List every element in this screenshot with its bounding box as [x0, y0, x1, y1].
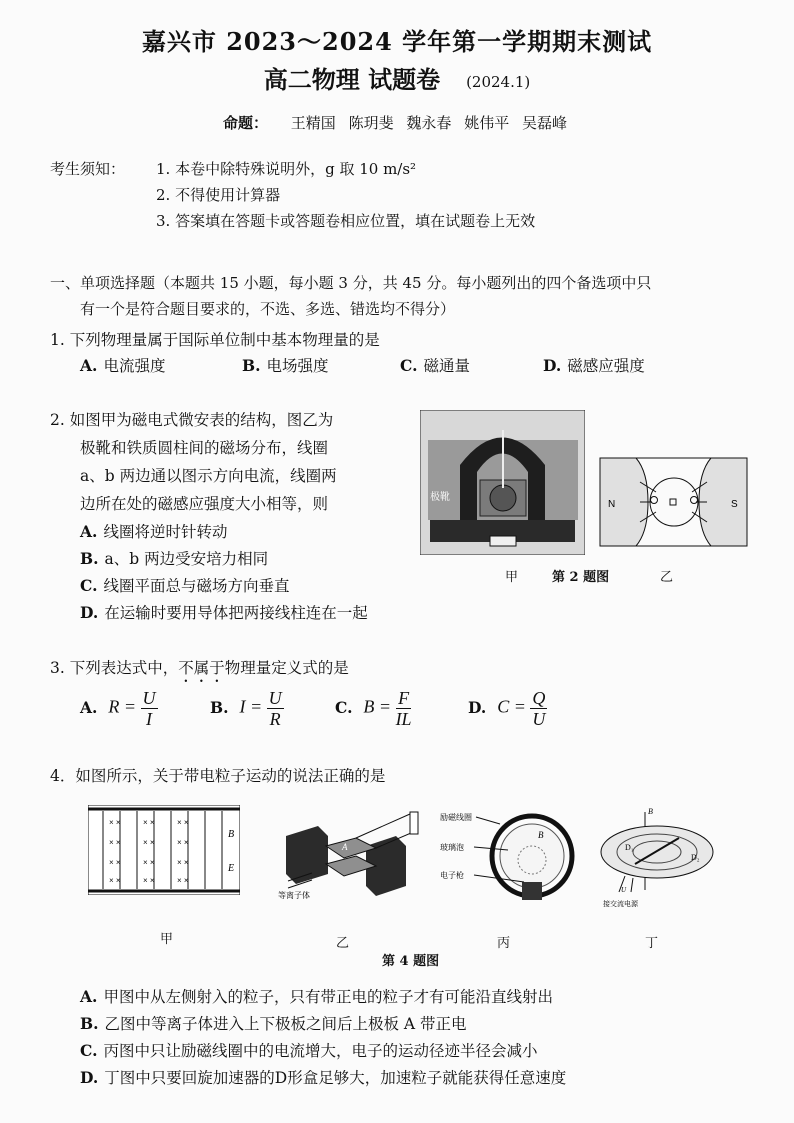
d2-label: D₂	[691, 853, 700, 862]
svg-text:× ×: × ×	[109, 858, 121, 867]
equation-lhs: I	[239, 696, 246, 717]
exam-date: (2024.1)	[466, 72, 531, 91]
note-item: 1. 本卷中除特殊说明外，g 取 10 m/s²	[156, 160, 417, 178]
equation-lhs: B	[363, 696, 375, 717]
q3-stem-emphasis: 不属于	[178, 659, 225, 677]
question-2-stem: 极靴和铁质圆柱间的磁场分布，线圈	[80, 439, 329, 457]
q3-option-b: B. I = $\frac{U}{R}$	[210, 688, 282, 729]
svg-text:× ×: × ×	[177, 858, 189, 867]
question-3-stem	[50, 656, 349, 686]
q3-option-d: D. C = $\frac{Q}{U}$	[468, 688, 546, 729]
e-field-label: E	[228, 863, 235, 874]
authors-label: 命题：	[223, 114, 269, 132]
equation-lhs: R	[108, 696, 120, 717]
cyclotron-diagram	[595, 800, 725, 910]
option-label: D.	[468, 697, 487, 717]
option-label: B.	[80, 549, 99, 568]
svg-text:× ×: × ×	[177, 876, 189, 885]
ac-source-label: 接交流电源	[603, 901, 638, 908]
magnetic-field-diagram	[596, 452, 751, 552]
authors-line	[0, 112, 794, 133]
svg-text:× ×: × ×	[177, 838, 189, 847]
option-label: C.	[400, 356, 418, 375]
question-4-stem: 4．如图所示，关于带电粒子运动的说法正确的是	[50, 767, 386, 785]
q4-option-c	[80, 1039, 537, 1061]
numerator: U	[268, 688, 282, 708]
svg-text:× ×: × ×	[109, 876, 121, 885]
d1-label: D₁	[625, 843, 634, 852]
q3-option-a: A. R = $\frac{U}{I}$	[80, 688, 156, 729]
exam-title: 嘉兴市 2023～2024 学年第一学期期末测试	[141, 27, 653, 56]
galvanometer-photo-illustration	[420, 410, 585, 555]
option-label: D.	[543, 356, 562, 375]
figure-4-electron-tube	[440, 806, 575, 906]
option-label: B.	[242, 356, 261, 375]
q2-option-c	[80, 574, 289, 596]
figure-4-caption: 第 4 题图	[382, 954, 440, 969]
note-item: 3. 答案填在答题卡或答题卷相应位置，填在试题卷上无效	[156, 212, 536, 230]
svg-text:× ×: × ×	[109, 818, 121, 827]
figure-4-mhd-generator	[278, 806, 428, 901]
option-label: A.	[80, 697, 98, 717]
denominator: R	[269, 709, 281, 729]
q3-option-c: C. B = $\frac{F}{IL}$	[335, 688, 412, 729]
question-2-stem: a、b 两边通以图示方向电流，线圈两	[80, 467, 337, 485]
section-line: 一、单项选择题（本题共 15 小题，每小题 3 分，共 45 分。每小题列出的四个备选项中只	[50, 274, 652, 292]
option-label: B.	[210, 697, 229, 717]
figure-2-label-left: 甲	[505, 570, 519, 585]
subject-title: 高二物理 试题卷	[263, 65, 441, 94]
denominator: I	[146, 709, 153, 729]
q1-option-d	[543, 354, 645, 376]
note-item: 2. 不得使用计算器	[156, 186, 281, 204]
svg-text:× ×: × ×	[143, 858, 155, 867]
author-name: 魏永春	[406, 114, 452, 132]
author-name: 王精国	[290, 114, 336, 132]
q2-option-b	[80, 547, 268, 569]
option-text: 电场强度	[266, 357, 329, 375]
denominator: IL	[395, 709, 412, 729]
option-label: C.	[80, 1041, 98, 1060]
question-2-stem: 2. 如图甲为磁电式微安表的结构，图乙为	[50, 411, 334, 429]
figure-2-caption: 第 2 题图	[552, 570, 610, 585]
q4-option-d	[80, 1066, 566, 1088]
q1-option-a	[80, 354, 165, 376]
figure-4-velocity-selector	[88, 805, 240, 895]
q1-option-c	[400, 354, 470, 376]
velocity-selector-diagram	[88, 805, 240, 895]
svg-text:× ×: × ×	[143, 876, 155, 885]
voltage-label: U	[621, 886, 627, 894]
option-text: 磁感应强度	[567, 357, 645, 375]
plasma-label: 等离子体	[278, 891, 310, 900]
numerator: U	[142, 688, 156, 708]
fraction	[267, 688, 284, 729]
option-text: 甲图中从左侧射入的粒子，只有带正电的粒子才有可能沿直线射出	[103, 988, 553, 1006]
exam-subtitle	[0, 60, 794, 95]
figure-4-label-bing: 丙	[497, 936, 511, 951]
figure-4-label-ding: 丁	[645, 936, 659, 951]
section-header	[50, 270, 750, 322]
q3-stem-part: 物理量定义式的是	[224, 659, 349, 677]
svg-text:× ×: × ×	[143, 818, 155, 827]
figure-2-photo	[420, 410, 585, 555]
denominator: U	[532, 709, 546, 729]
question-2-stem: 边所在处的磁感应强度大小相等，则	[80, 495, 329, 513]
mhd-generator-diagram	[278, 806, 428, 901]
plate-a-label: A	[342, 842, 348, 852]
q4-option-a	[80, 985, 553, 1007]
coil-label: 励磁线圈	[440, 813, 472, 822]
gun-label: 电子枪	[440, 871, 464, 880]
option-label: B.	[80, 1014, 99, 1033]
fraction	[141, 688, 158, 729]
figure-4-label-jia: 甲	[160, 932, 174, 947]
bulb-label: 玻璃泡	[440, 843, 464, 852]
option-text: 在运输时要用导体把两接线柱连在一起	[104, 604, 368, 622]
option-text: 丙图中只让励磁线圈中的电流增大，电子的运动径迹半径会减小	[103, 1042, 538, 1060]
author-name: 陈玥斐	[348, 114, 394, 132]
svg-text:× ×: × ×	[143, 838, 155, 847]
option-text: 线圈平面总与磁场方向垂直	[103, 577, 290, 595]
photo-label: 极靴	[430, 492, 450, 503]
option-text: 丁图中只要回旋加速器的D形盒足够大，加速粒子就能获得任意速度	[104, 1069, 567, 1087]
option-text: 线圈将逆时针转动	[103, 523, 228, 541]
author-name: 姚伟平	[464, 114, 510, 132]
north-pole-label: N	[608, 499, 616, 510]
b-field-label: B	[538, 830, 544, 840]
option-label: A.	[80, 987, 98, 1006]
svg-text:× ×: × ×	[109, 838, 121, 847]
option-text: 电流强度	[103, 357, 166, 375]
south-pole-label: S	[731, 499, 738, 510]
fraction	[530, 688, 547, 729]
option-text: 磁通量	[423, 357, 470, 375]
numerator: F	[398, 688, 410, 708]
q3-stem-part: 3. 下列表达式中，	[50, 659, 179, 677]
numerator: Q	[532, 688, 546, 708]
option-label: A.	[80, 356, 98, 375]
option-text: a、b 两边受安培力相同	[104, 550, 269, 568]
fraction	[396, 688, 412, 729]
b-field-label: B	[228, 829, 235, 840]
question-1-stem: 1. 下列物理量属于国际单位制中基本物理量的是	[50, 331, 380, 349]
option-label: C.	[335, 697, 353, 717]
option-label: A.	[80, 522, 98, 541]
notes-label: 考生须知：	[50, 160, 126, 178]
author-name: 吴磊峰	[521, 114, 567, 132]
figure-2-field-diagram	[596, 452, 751, 552]
option-label: D.	[80, 1068, 99, 1087]
figure-4-cyclotron	[595, 800, 725, 910]
section-line: 有一个是符合题目要求的，不选、多选、错选均不得分）	[80, 300, 456, 318]
q1-option-b	[242, 354, 329, 376]
figure-2-label-right: 乙	[660, 570, 674, 585]
option-label: C.	[80, 576, 98, 595]
equation-lhs: C	[497, 696, 510, 717]
option-label: D.	[80, 603, 99, 622]
b-field-label: B	[648, 807, 653, 816]
option-text: 乙图中等离子体进入上下极板之间后上极板 A 带正电	[104, 1015, 467, 1033]
q2-option-d	[80, 601, 368, 623]
electron-beam-tube-diagram	[440, 806, 575, 906]
svg-text:× ×: × ×	[177, 818, 189, 827]
q2-option-a	[80, 520, 227, 542]
q4-option-b	[80, 1012, 467, 1034]
figure-4-label-yi: 乙	[336, 936, 350, 951]
